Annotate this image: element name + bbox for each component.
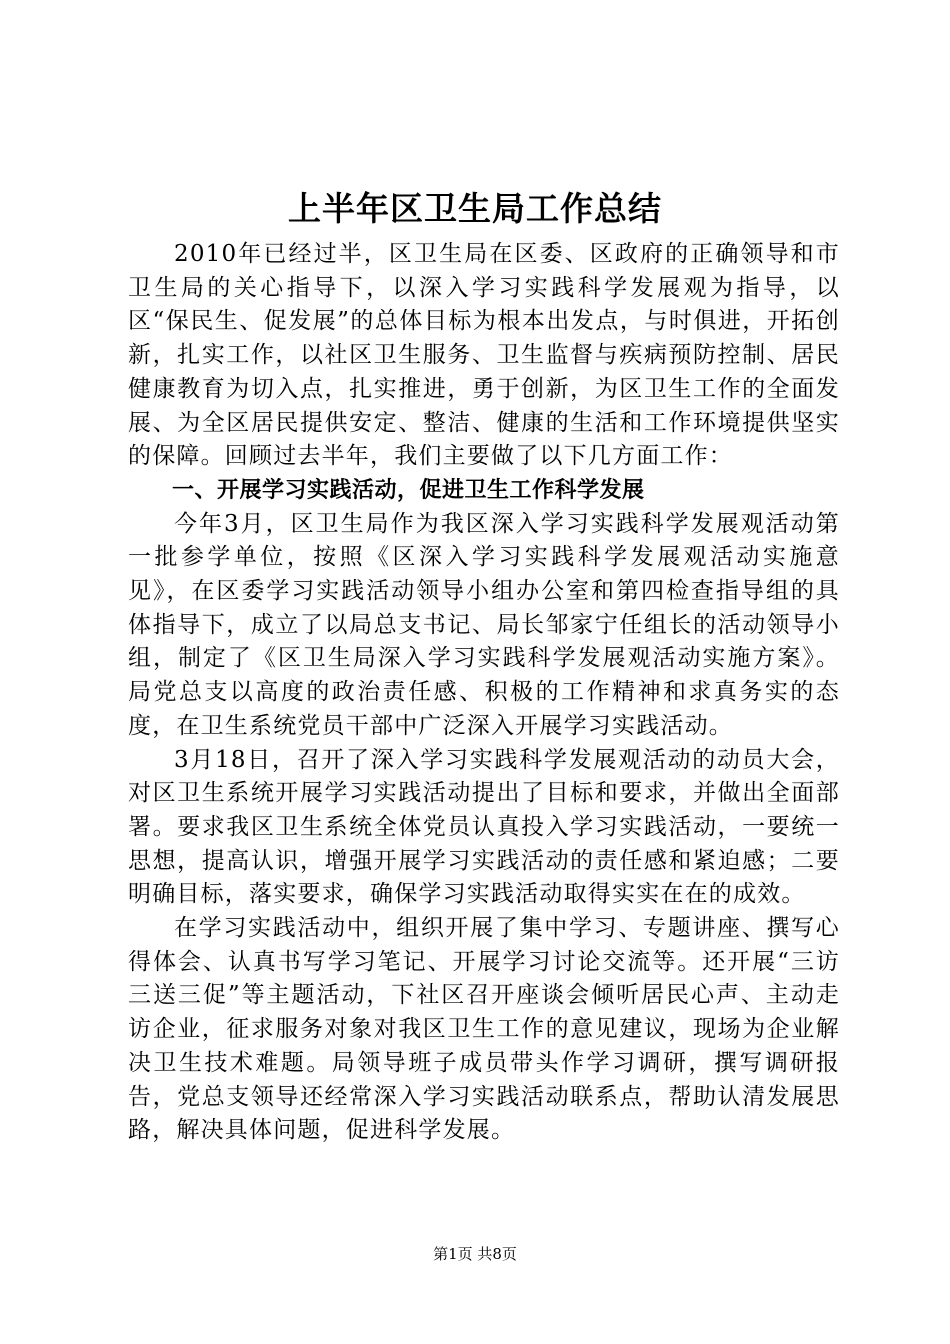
body-paragraph: 今年3月，区卫生局作为我区深入学习实践科学发展观活动第一批参学单位，按照《区深入学习实践科学发展观活动实施意见》，在区委学习实践活动领导小组办公室和第四检查指导组的具体指导下，成立了以局总支书记、局长邹家宁任组长的活动领导小组，制定了《区卫生局深入学习实践科学发展观活动实施方案》。局党总支以高度的政治责任感、积极的工作精神和求真务实的态度，在卫生系统党员干部中广泛深入开展学习实践活动。 (128, 510, 840, 739)
document-title: 上半年区卫生局工作总结 (288, 189, 662, 228)
body-paragraph: 3月18日，召开了深入学习实践科学发展观活动的动员大会，对区卫生系统开展学习实践活动提出了目标和要求，并做出全面部署。要求我区卫生系统全体党员认真投入学习实践活动，一要统一思想，提高认识，增强开展学习实践活动的责任感和紧迫感；二要明确目标，落实要求，确保学习实践活动取得实实在在的成效。 (128, 746, 840, 908)
body-paragraph: 在学习实践活动中，组织开展了集中学习、专题讲座、撰写心得体会、认真书写学习笔记、开展学习讨论交流等。还开展“三访三送三促”等主题活动，下社区召开座谈会倾听居民心声、主动走访企业，征求服务对象对我区卫生工作的意见建议，现场为企业解决卫生技术难题。局领导班子成员带头作学习调研，撰写调研报告，党总支领导还经常深入学习实践活动联系点，帮助认清发展思路，解决具体问题，促进科学发展。 (128, 915, 840, 1144)
document-body (128, 238, 840, 1148)
intro-paragraph: 2010年已经过半，区卫生局在区委、区政府的正确领导和市卫生局的关心指导下，以深入学习实践科学发展观为指导，以区“保民生、促发展”的总体目标为根本出发点，与时俱进，开拓创新，扎实工作，以社区卫生服务、卫生监督与疾病预防控制、居民健康教育为切入点，扎实推进，勇于创新，为区卫生工作的全面发展、为全区居民提供安定、整洁、健康的生活和工作环境提供坚实的保障。回顾过去半年，我们主要做了以下几方面工作： (128, 241, 840, 470)
page-footer: 第1页 共8页 (433, 1245, 517, 1263)
section-heading-1: 一、开展学习实践活动，促进卫生工作科学发展 (172, 477, 645, 503)
